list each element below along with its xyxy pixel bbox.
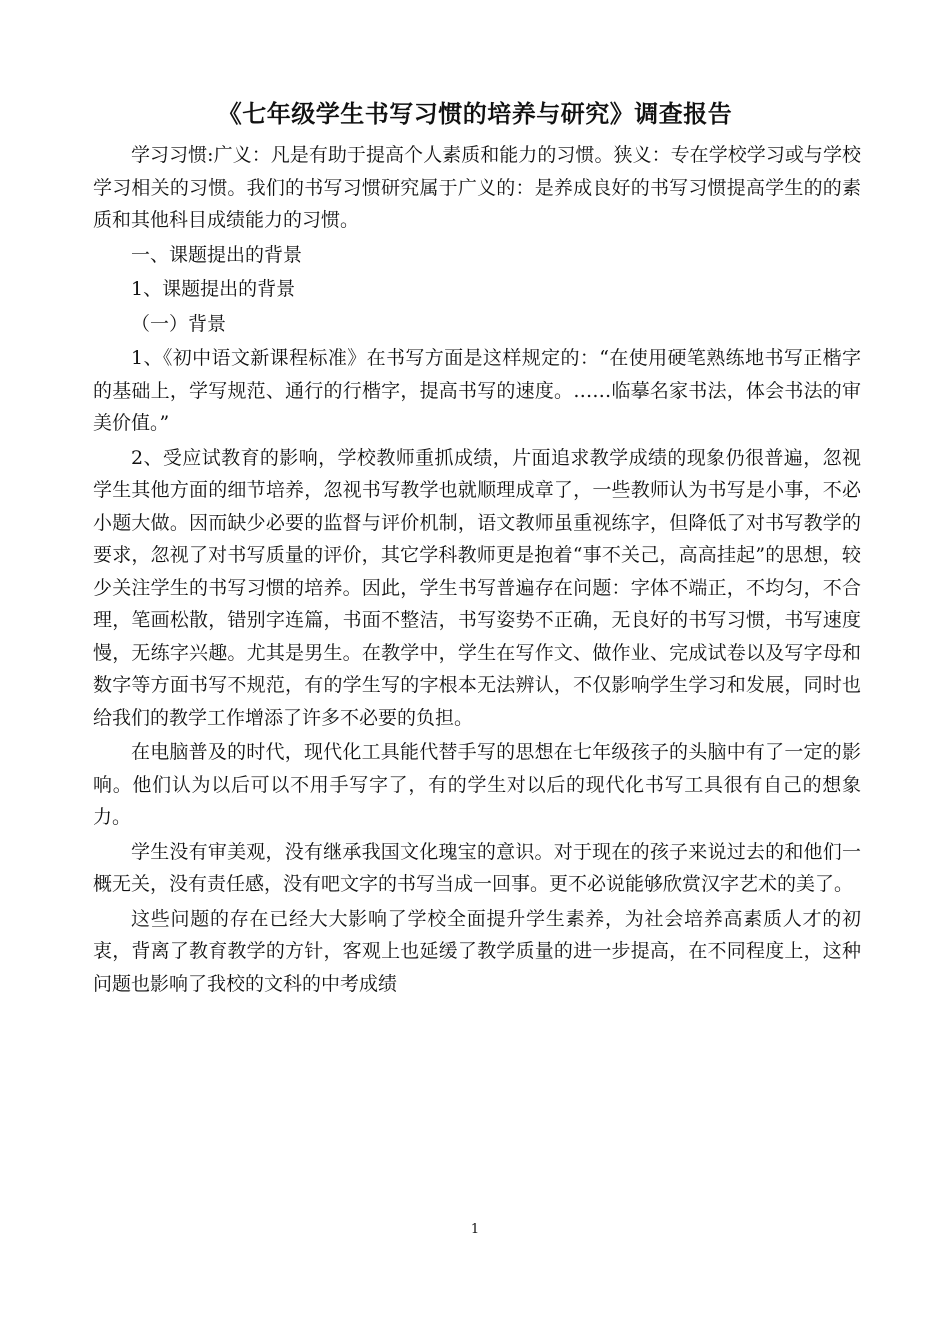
paragraph-computer-era: 在电脑普及的时代，现代化工具能代替手写的思想在七年级孩子的头脑中有了一定的影响。他们认为以后可以不用手写字了，有的学生对以后的现代化书写工具很有自己的想象力。 (93, 741, 861, 828)
document-body (93, 139, 861, 1000)
paragraph-exam-influence: 2、受应试教育的影响，学校教师重抓成绩，片面追求教学成绩的现象仍很普遍，忽视学生其他方面的细节培养，忽视书写教学也就顺理成章了，一些教师认为书写是小事，不必小题大做。因而缺少必要的监督与评价机制，语文教师虽重视练字，但降低了对书写教学的要求，忽视了对书写质量的评价，其它学科教师更是抱着“事不关己，高高挂起”的思想，较少关注学生的书写习惯的培养。因此，学生书写普遍存在问题：字体不端正，不均匀，不合理，笔画松散，错别字连篇，书面不整洁，书写姿势不正确，无良好的书写习惯，书写速度慢，无练字兴趣。尤其是男生。在教学中，学生在写作文、做作业、完成试卷以及写字母和数字等方面书写不规范，有的学生写的字根本无法辨认，不仅影响学生学习和发展，同时也给我们的教学工作增添了许多不必要的负担。 (93, 446, 861, 729)
subsection-heading: 1、课题提出的背景 (131, 278, 296, 300)
subsection-heading-background: （一）背景 (131, 312, 227, 335)
document-title: 《七年级学生书写习惯的培养与研究》调查报告 (217, 99, 733, 128)
paragraph-aesthetics: 学生没有审美观，没有继承我国文化瑰宝的意识。对于现在的孩子来说过去的和他们一概无关，没有责任感，没有吧文字的书写当成一回事。更不必说能够欣赏汉字艺术的美了。 (93, 840, 861, 895)
paragraph-curriculum-standard: 1、《初中语文新课程标准》在书写方面是这样规定的：“在使用硬笔熟练地书写正楷字的基础上，学写规范、通行的行楷字，提高书写的速度。……临摹名家书法，体会书法的审美价值。” (93, 347, 861, 434)
paragraph-impact: 这些问题的存在已经大大影响了学校全面提升学生素养，为社会培养高素质人才的初衷，背离了教育教学的方针，客观上也延缓了教学质量的进一步提高，在不同程度上，这种问题也影响了我校的文科的中考成绩 (93, 907, 861, 995)
section-heading-background: 一、课题提出的背景 (131, 243, 303, 266)
page-number: 1 (470, 1222, 480, 1237)
paragraph-definition: 学习习惯:广义：凡是有助于提高个人素质和能力的习惯。狭义：专在学校学习或与学校学习相关的习惯。我们的书写习惯研究属于广义的：是养成良好的书写习惯提高学生的的素质和其他科目成绩能力的习惯。 (93, 144, 861, 231)
